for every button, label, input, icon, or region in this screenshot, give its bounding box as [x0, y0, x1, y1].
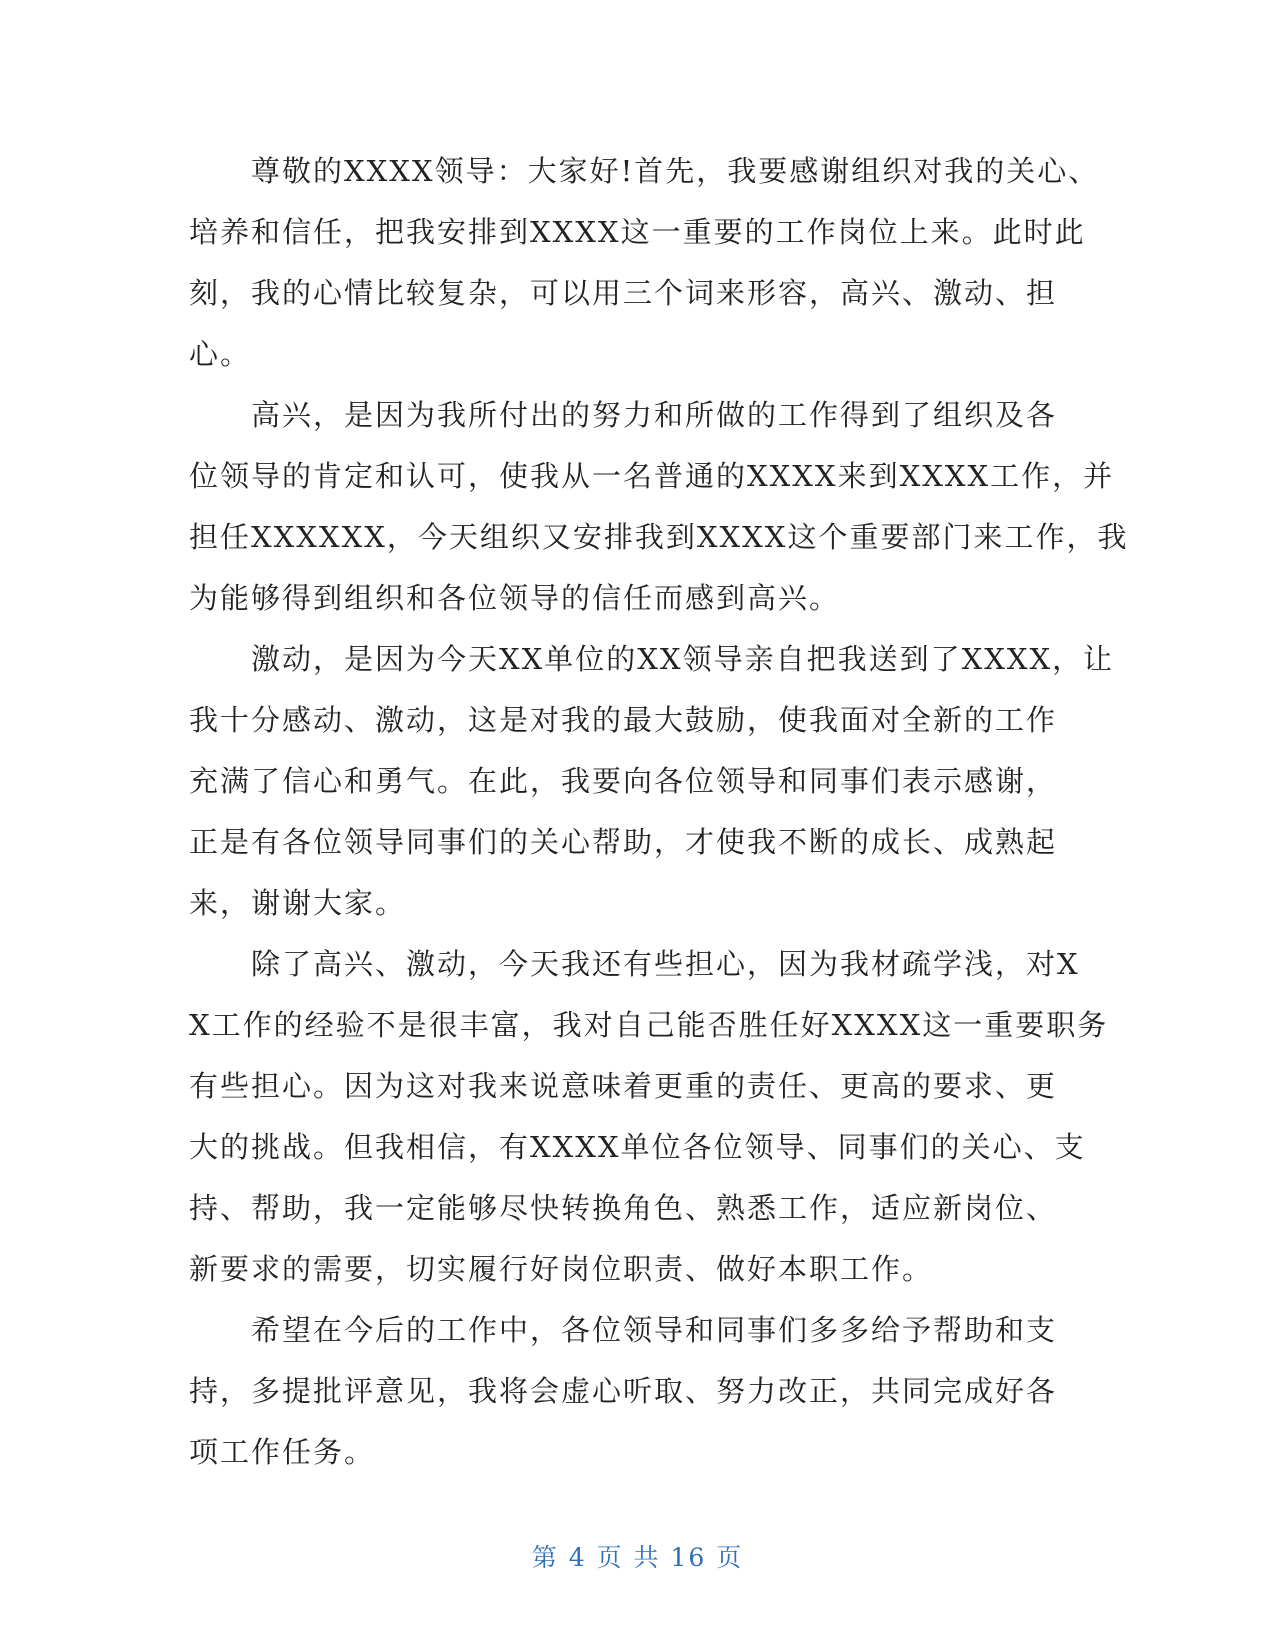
text-line: 高兴，是因为我所付出的努力和所做的工作得到了组织及各 [251, 398, 1058, 432]
text-line: 充满了信心和勇气。在此，我要向各位领导和同事们表示感谢， [189, 764, 1058, 798]
text-line: 大的挑战。但我相信，有XXXX单位各位领导、同事们的关心、支 [189, 1130, 1086, 1164]
text-line: 有些担心。因为这对我来说意味着更重的责任、更高的要求、更 [189, 1069, 1058, 1103]
text-line: 除了高兴、激动，今天我还有些担心，因为我材疏学浅，对X [251, 947, 1080, 981]
text-line: 担任XXXXXX，今天组织又安排我到XXXX这个重要部门来工作，我 [189, 520, 1129, 554]
document-body [189, 141, 1129, 1483]
text-line: 持、帮助，我一定能够尽快转换角色、熟悉工作，适应新岗位、 [189, 1191, 1058, 1225]
text-line: 尊敬的XXXX领导：大家好!首先，我要感谢组织对我的关心、 [251, 154, 1100, 188]
text-line: 项工作任务。 [189, 1435, 376, 1469]
text-line: 心。 [189, 337, 252, 371]
text-line: 激动，是因为今天XX单位的XX领导亲自把我送到了XXXX，让 [251, 642, 1115, 676]
text-line: 我十分感动、激动，这是对我的最大鼓励，使我面对全新的工作 [189, 703, 1058, 737]
text-line: 培养和信任，把我安排到XXXX这一重要的工作岗位上来。此时此 [189, 215, 1086, 249]
text-line: 希望在今后的工作中，各位领导和同事们多多给予帮助和支 [251, 1313, 1058, 1347]
text-line: 持，多提批评意见，我将会虚心听取、努力改正，共同完成好各 [189, 1374, 1058, 1408]
text-line: 来，谢谢大家。 [189, 886, 407, 920]
text-line: X工作的经验不是很丰富，我对自己能否胜任好XXXX这一重要职务 [189, 1008, 1109, 1042]
text-line: 为能够得到组织和各位领导的信任而感到高兴。 [189, 581, 841, 615]
text-line: 位领导的肯定和认可，使我从一名普通的XXXX来到XXXX工作，并 [189, 459, 1115, 493]
text-line: 正是有各位领导同事们的关心帮助，才使我不断的成长、成熟起 [189, 825, 1058, 859]
text-line: 刻，我的心情比较复杂，可以用三个词来形容，高兴、激动、担 [189, 276, 1058, 310]
page-number-footer: 第 4 页 共 16 页 [531, 1543, 744, 1572]
text-line: 新要求的需要，切实履行好岗位职责、做好本职工作。 [189, 1252, 934, 1286]
